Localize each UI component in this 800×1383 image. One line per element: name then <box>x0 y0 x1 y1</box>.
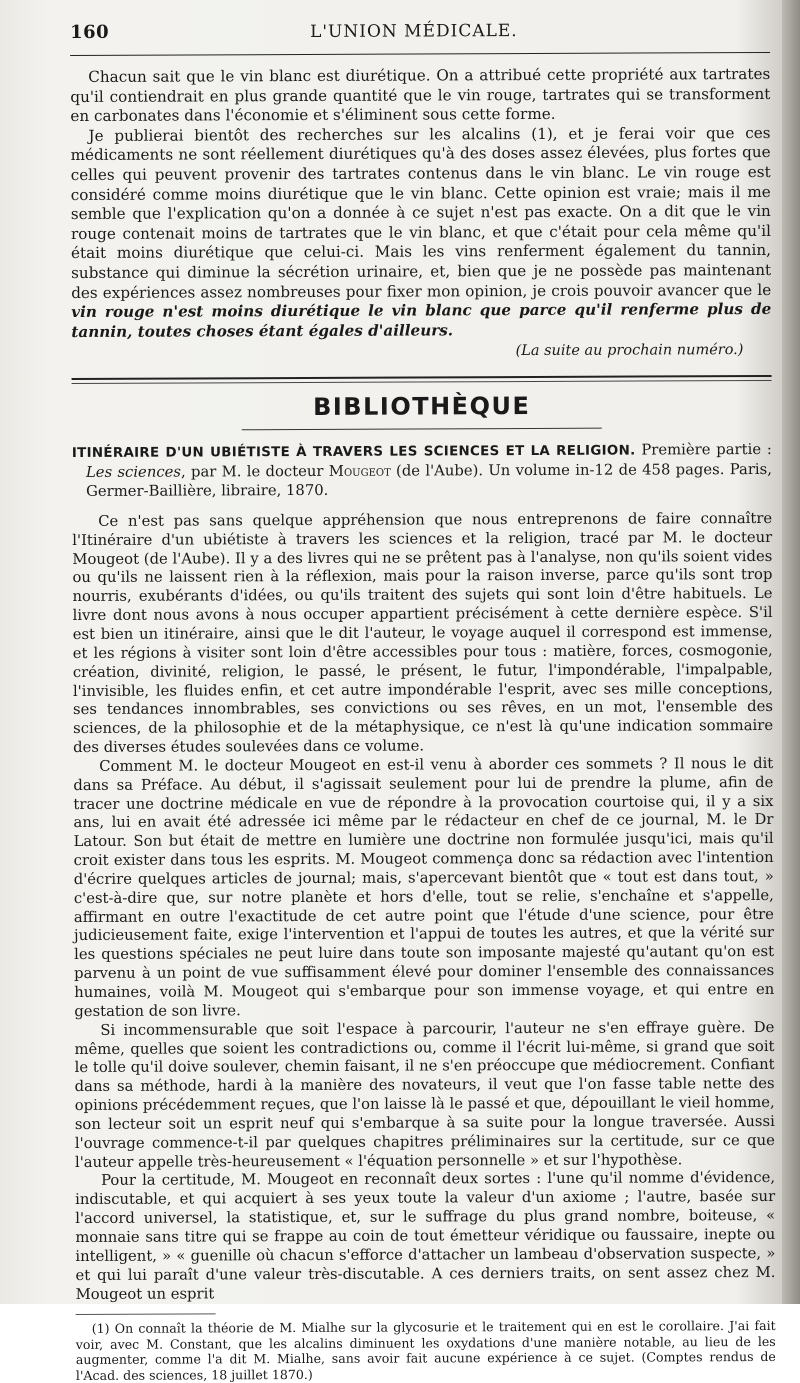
book-details-italic: Les sciences <box>85 463 182 481</box>
book-details-by: , par M. le docteur <box>180 462 324 481</box>
continuation-note: (La suite au prochain numéro.) <box>515 342 744 360</box>
article-paragraph-2-text: Je publierai bientôt des recherches sur les alcalins (1), et je ferai voir que ces médicaments ne sont réellement diurétiques qu'à des doses assez élevées, plus fortes que celles qui peuvent provenir des tartrates contenus dans le vin blanc. Le vin rouge est considéré comme moins diurétique que le vin blanc. Cette opinion est vraie; mais il me semble que l'explication qu'on a donnée à ce sujet n'est pas exacte. On a dit que le vin rouge contenait moins de tartrates que le vin blanc, et que c'était pour cela même qu'il était moins diurétique que celui-ci. Mais les vins renferment également du tannin, substance qui diminue la sécrétion urinaire, et, bien que je ne possède pas maintenant des expériences assez nombreuses pour fixer mon opinion, je crois pouvoir avancer que le <box>70 123 772 302</box>
section-title-rule <box>242 428 602 431</box>
article-conclusion-italic: vin rouge n'est moins diurétique le vin blanc que parce qu'il renferme plus de tannin, toutes choses étant égales d'ailleurs. <box>71 300 772 341</box>
page-header <box>70 19 770 45</box>
review-paragraph-2: Comment M. le docteur Mougeot en est-il venu à aborder ces sommets ? Il nous le dit dans sa Préface. Au début, il s'agissait seulement pour lui de prendre la plume, afin de tracer une doctrine médicale en vue de répondre à la provocation courtoise qui, il y a six ans, lui en avait été adressée ici même par le rédacteur en chef de ce journal, M. le Dr Latour. Son but était de mettre en lumière une doctrine non formulée jusqu'ici, mais qu'il croit exister dans tous les esprits. M. Mougeot commença donc sa rédaction avec l'intention d'écrire quelques articles de journal; mais, s'apercevant bientôt que « tout est dans tout, » c'est-à-dire que, sur notre planète et hors d'elle, tout se relie, s'enchaîne et s'appelle, affirmant en outre l'exactitude de cet autre point que l'étude d'une science, pour être judicieusement faite, exige l'intervention et l'appui de toutes les autres, et que la vérité sur les questions spéciales ne peut luire dans toute son imposante majesté qu'autant qu'on est parvenu à un point de vue suffisamment élevé pour dominer l'ensemble des connaissances humaines, voilà M. Mougeot qui s'embarque pour son immense voyage, et qui entre en gestation de son livre. <box>73 754 775 1020</box>
running-title: L'UNION MÉDICALE. <box>310 21 518 42</box>
review-paragraph-4: Pour la certitude, M. Mougeot en reconnaît deux sortes : l'une qu'il nomme d'évidence, indiscutable, et qui acquiert à ses yeux toute la valeur d'un axiome ; l'autre, basée sur l'accord universel, la statistique, et, sur le suffrage du plus grand nombre, boiteuse, « monnaie sans titre qui se frappe au coin de tout émetteur véridique ou faussaire, inepte ou intelligent, » « guenille où chacun s'efforce d'attacher un lambeau d'observation suspecte, » et qui lui paraît d'une valeur très-discutable. A ces derniers traits, on sent assez chez M. Mougeot un esprit <box>75 1169 776 1303</box>
review-paragraph-3: Si incommensurable que soit l'espace à parcourir, l'auteur ne s'en effraye guère. De même, quelles que soient les contradictions ou, comme il l'écrit lui-même, si grand que soit le tolle qu'il doive soulever, chemin faisant, il ne s'en préoccupe que médiocrement. Confiant dans sa méthode, hardi à la manière des novateurs, il veut que l'on fasse table nette des opinions précédemment reçues, que l'on laisse là le passé et que, dépouillant le vieil homme, son lecteur soit un esprit neuf qui s'embarque à sa suite pour la longue traversée. Aussi l'ouvrage commence-t-il par quelques chapitres préliminaires sur la certitude, sur ce que l'auteur appelle très-heureusement « l'équation personnelle » et sur l'hypothèse. <box>74 1018 775 1171</box>
article-paragraph-2 <box>70 124 771 343</box>
book-review <box>72 510 775 1304</box>
article-ending <box>70 65 771 364</box>
article-paragraph-1: Chacun sait que le vin blanc est diurétique. On a attribué cette propriété aux tartrates qu'il contiendrait en plus grande quantité que le vin rouge, tartrates qui se transforment en carbonates dans l'économie et s'éliminent sous cette forme. <box>70 64 771 126</box>
book-spine-shadow <box>782 0 800 1304</box>
footnote-rule <box>76 1314 216 1316</box>
footnote: (1) On connaît la théorie de M. Mialhe sur la glycosurie et le traitement qui en est le corollaire. J'ai fait voir, avec M. Constant, que les alcalins diminuent les oxydations d'une manière notable, au lieu de les augmenter, comme l'a dit M. Mialhe, sans avoir fait aucune expérience à ce sujet. (Comptes rendus de l'Acad. des sciences, 18 juillet 1870.) <box>75 1318 776 1383</box>
book-publication: (de l'Aube). Un volume in-12 de 458 pages. Paris, Germer-Baillière, libraire, 1870. <box>86 460 772 500</box>
header-rule <box>70 52 770 56</box>
page-content <box>70 19 776 1383</box>
page-number: 160 <box>70 21 110 43</box>
review-paragraph-1: Ce n'est pas sans quelque appréhension que nous entreprenons de faire connaître l'Itinéraire d'un ubiétiste à travers les sciences et la religion, tracé par M. le docteur Mougeot (de l'Aube). Il y a des livres qui ne se prêtent pas à l'analyse, non qu'ils soient vides ou qu'ils ne laissent rien à la réflexion, mais pour la raison inverse, parce qu'ils sont trop nourris, exubérants d'idées, ou qu'ils traitent des sujets qui sont loin d'être habituels. Le livre dont nous avons à nous occuper appartient précisément à cette dernière espèce. S'il est bien un itinéraire, ainsi que le dit l'auteur, le voyage auquel il correspond est immense, et les régions à visiter sont loin d'être accessibles pour tous : matière, forces, cosmogonie, création, divinité, religion, le passé, le présent, le futur, l'impondérable, l'impalpable, l'invisible, les fluides enfin, et cet autre impondérable l'esprit, avec ses mille conceptions, ses tendances innombrables, ses convictions ou ses rêves, en un mot, l'ensemble des sciences, de la philosophie et de la métaphysique, ce n'est là qu'une indication sommaire des diverses études soulevées dans ce volume. <box>72 509 774 757</box>
section-separator <box>72 375 772 384</box>
section-title: BIBLIOTHÈQUE <box>312 391 531 421</box>
book-author: Mougeot <box>328 462 391 480</box>
book-reference <box>72 440 772 501</box>
book-title: ITINÉRAIRE D'UN UBIÉTISTE À TRAVERS LES SCIENCES ET LA RELIGION. <box>71 443 636 461</box>
book-details-part: Première partie : <box>641 440 772 459</box>
